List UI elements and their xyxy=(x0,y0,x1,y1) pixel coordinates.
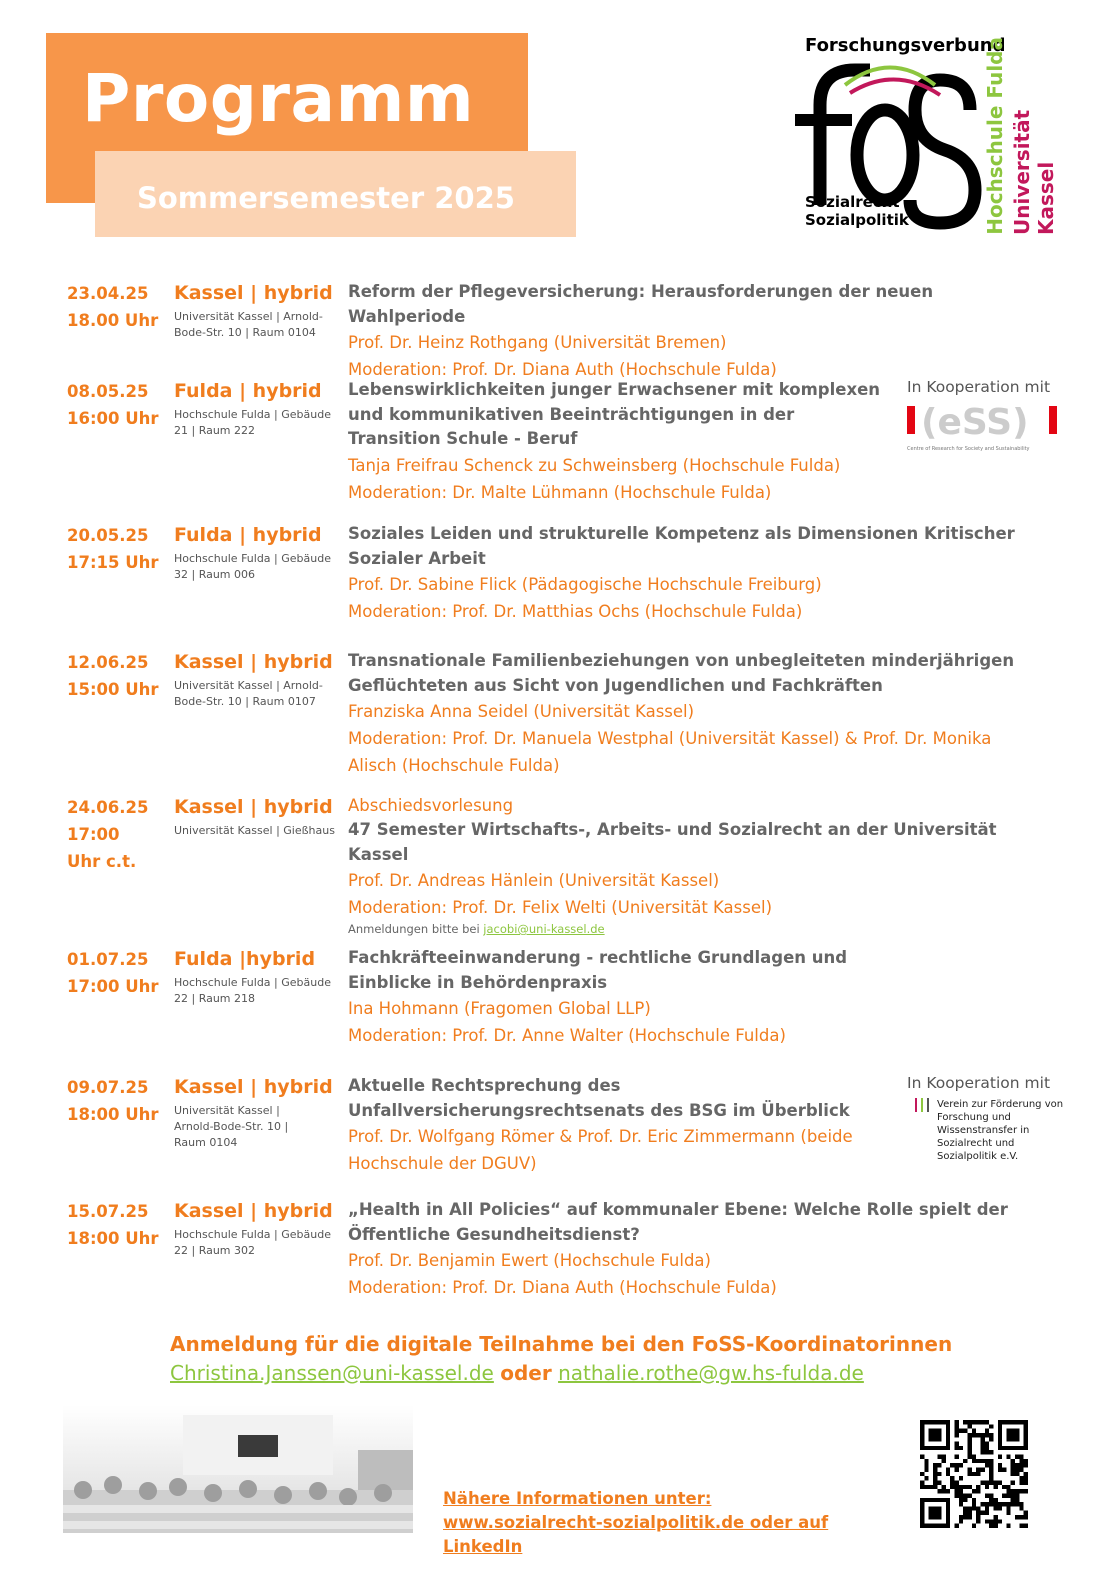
event-speaker: Prof. Dr. Sabine Flick (Pädagogische Hochschule Freiburg) xyxy=(348,575,822,594)
event-moderation: Moderation: Prof. Dr. Matthias Ochs (Hochschule Fulda) xyxy=(348,602,803,621)
logo-bottom-text: Sozialrecht Sozialpolitik xyxy=(805,193,909,229)
registration-or: oder xyxy=(500,1361,552,1385)
cess-logo-icon xyxy=(907,402,1057,442)
event-location: Fulda |hybrid xyxy=(174,948,316,970)
event-title: Transnationale Familienbeziehungen von unbegleiteten minderjährigen Geflüchteten aus Sicht von Jugendlichen und Fachkräften xyxy=(348,651,1015,695)
event-location: Kassel | hybrid xyxy=(174,1200,333,1222)
event-address: Hochschule Fulda | Gebäude 22 | Raum 218 xyxy=(174,976,331,1005)
event-moderation: Moderation: Dr. Malte Lühmann (Hochschule Fulda) xyxy=(348,482,772,502)
event-moderation: Moderation: Prof. Dr. Anne Walter (Hochschule Fulda) xyxy=(348,1026,786,1045)
event-date: 12.06.25 xyxy=(67,653,149,672)
event-note: Anmeldungen bitte bei jacobi@uni-kassel.de xyxy=(348,922,605,936)
event-location: Kassel | hybrid xyxy=(174,651,333,673)
event-date: 01.07.25 xyxy=(67,950,149,969)
event-title: Aktuelle Rechtsprechung des Unfallversicherungsrechtsenats des BSG im Überblick xyxy=(348,1076,850,1120)
event-address: Universität Kassel | Gießhaus xyxy=(174,824,335,837)
event-location: Fulda | hybrid xyxy=(174,380,322,402)
event-speaker: Tanja Freifrau Schenck zu Schweinsberg (Hochschule Fulda) xyxy=(348,455,841,475)
event-speaker: Ina Hohmann (Fragomen Global LLP) xyxy=(348,999,651,1018)
event-speaker: Prof. Dr. Wolfgang Römer & Prof. Dr. Eric Zimmermann (beide Hochschule der DGUV) xyxy=(348,1127,853,1173)
registration-box xyxy=(170,1330,970,1388)
page-subtitle: Sommersemester 2025 xyxy=(137,181,515,215)
registration-contacts xyxy=(170,1358,970,1388)
event-address: Hochschule Fulda | Gebäude 32 | Raum 006 xyxy=(174,552,331,581)
event-date: 20.05.25 xyxy=(67,526,149,545)
verein-logo xyxy=(907,1098,1067,1163)
event-time: 17:15 Uhr xyxy=(67,553,159,572)
event-speaker: Franziska Anna Seidel (Universität Kassel) xyxy=(348,702,695,721)
event-address: Universität Kassel | Arnold-Bode-Str. 10 | Raum 0104 xyxy=(174,1104,289,1149)
event-title: „Health in All Policies“ auf kommunaler Ebene: Welche Rolle spielt der Öffentliche Gesundheitsdienst? xyxy=(348,1200,1008,1244)
event-time: 16:00 Uhr xyxy=(67,409,159,428)
event-speaker: Prof. Dr. Heinz Rothgang (Universität Bremen) xyxy=(348,333,727,352)
more-info-link[interactable]: Nähere Informationen unter: www.sozialrecht-sozialpolitik.de oder auf LinkedIn xyxy=(443,1489,829,1556)
event-time: 18:00 Uhr xyxy=(67,1229,159,1248)
event-location: Kassel | hybrid xyxy=(174,1076,333,1098)
event-moderation: Moderation: Prof. Dr. Diana Auth (Hochschule Fulda) xyxy=(348,1278,777,1297)
email-link[interactable]: jacobi@uni-kassel.de xyxy=(483,922,605,936)
foss-logo xyxy=(790,35,1058,235)
event-date: 24.06.25 xyxy=(67,798,149,817)
event-address: Universität Kassel | Arnold-Bode-Str. 10 | Raum 0107 xyxy=(174,679,323,708)
event-address: Universität Kassel | Arnold-Bode-Str. 10 | Raum 0104 xyxy=(174,310,323,339)
event-time: 15:00 Uhr xyxy=(67,680,159,699)
cooperation-box xyxy=(907,378,1067,452)
cess-logo xyxy=(907,402,1057,452)
event-location: Kassel | hybrid xyxy=(174,282,333,304)
cess-logo-text: Centre of Research for Society and Sustainability xyxy=(907,446,1030,452)
event-time: 17:00 Uhr c.t. xyxy=(67,825,137,871)
logo-top-text: Forschungsverbund xyxy=(805,35,1006,56)
event-time: 18.00 Uhr xyxy=(67,311,159,330)
event-time: 17:00 Uhr xyxy=(67,977,159,996)
email-link-janssen[interactable]: Christina.Janssen@uni-kassel.de xyxy=(170,1361,494,1385)
event-title: Fachkräfteeinwanderung - rechtliche Grundlagen und Einblicke in Behördenpraxis xyxy=(348,948,848,992)
page-title: Programm xyxy=(82,60,475,137)
cooperation-label: In Kooperation mit xyxy=(907,1074,1051,1092)
event-date: 09.07.25 xyxy=(67,1078,149,1097)
event-date: 08.05.25 xyxy=(67,382,149,401)
event-moderation: Moderation: Prof. Dr. Felix Welti (Universität Kassel) xyxy=(348,898,773,917)
event-location: Fulda | hybrid xyxy=(174,524,322,546)
event-pretitle: Abschiedsvorlesung xyxy=(348,796,514,815)
qr-code[interactable] xyxy=(920,1420,1028,1528)
event-title: Soziales Leiden und strukturelle Kompetenz als Dimensionen Kritischer Sozialer Arbeit xyxy=(348,524,1015,568)
event-time: 18:00 Uhr xyxy=(67,1105,159,1124)
event-date: 23.04.25 xyxy=(67,284,149,303)
event-address: Hochschule Fulda | Gebäude 21 | Raum 222 xyxy=(174,408,331,437)
event-title: Reform der Pflegeversicherung: Herausforderungen der neuen Wahlperiode xyxy=(348,282,934,326)
verein-logo-text: Verein zur Förderung von Forschung und Wissenstransfer in Sozialrecht und Sozialpolitik e.V. xyxy=(937,1099,1064,1162)
event-moderation: Moderation: Prof. Dr. Diana Auth (Hochschule Fulda) xyxy=(348,360,777,379)
verein-logo-icon xyxy=(915,1098,931,1112)
event-speaker: Prof. Dr. Andreas Hänlein (Universität Kassel) xyxy=(348,871,720,890)
event-location: Kassel | hybrid xyxy=(174,796,333,818)
cooperation-label: In Kooperation mit xyxy=(907,378,1051,396)
event-title: 47 Semester Wirtschafts-, Arbeits- und Sozialrecht an der Universität Kassel xyxy=(348,820,997,864)
logo-uni-kassel: Universität Kassel xyxy=(1010,109,1058,235)
event-speaker: Prof. Dr. Benjamin Ewert (Hochschule Fulda) xyxy=(348,1251,711,1270)
event-date: 15.07.25 xyxy=(67,1202,149,1221)
logo-hs-fulda: Hochschule Fulda xyxy=(983,37,1007,235)
event-title: Lebenswirklichkeiten junger Erwachsener mit komplexen und kommunikativen Beeinträchtigungen in der Transition Schule - Beruf xyxy=(348,380,881,448)
event-address: Hochschule Fulda | Gebäude 22 | Raum 302 xyxy=(174,1228,331,1257)
email-link-rothe[interactable]: nathalie.rothe@gw.hs-fulda.de xyxy=(558,1361,864,1385)
registration-title: Anmeldung für die digitale Teilnahme bei den FoSS-Koordinatorinnen xyxy=(170,1332,953,1356)
svg-text:(eSS): (eSS) xyxy=(921,402,1029,442)
cooperation-box xyxy=(907,1074,1067,1163)
event-moderation: Moderation: Prof. Dr. Manuela Westphal (Universität Kassel) & Prof. Dr. Monika Alisch (Hochschule Fulda) xyxy=(348,729,992,775)
lecture-hall-photo xyxy=(63,1405,413,1533)
